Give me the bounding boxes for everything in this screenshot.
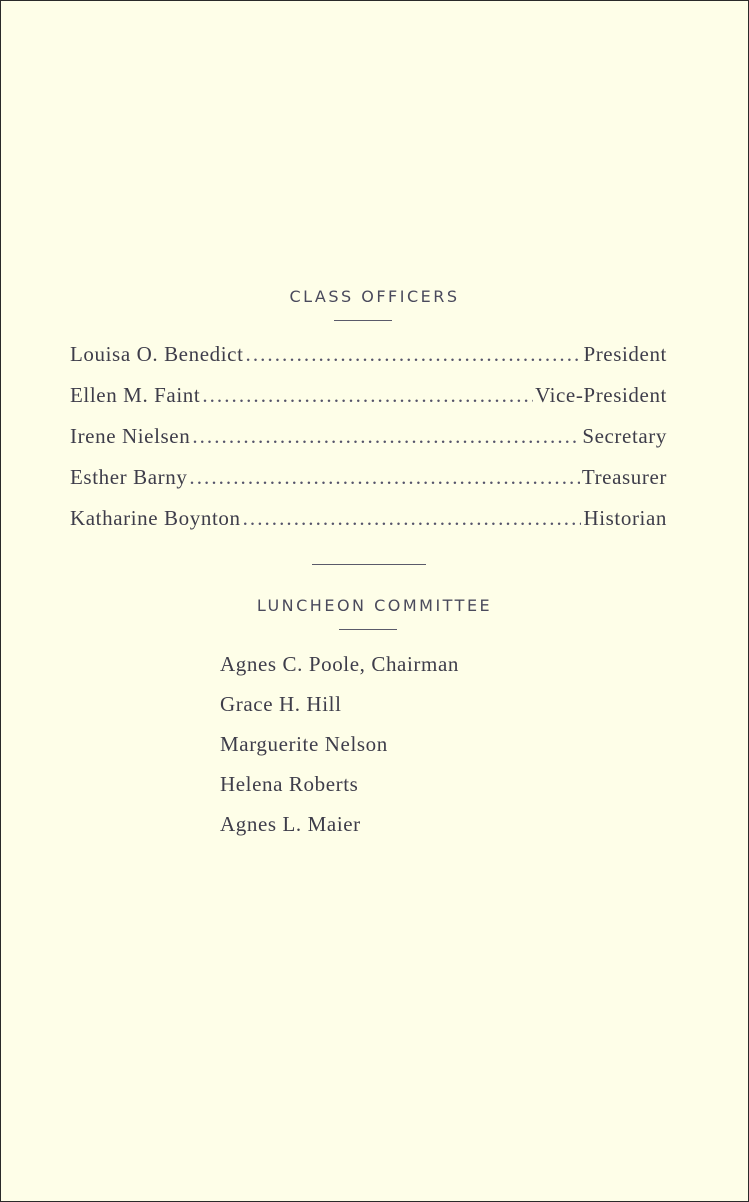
committee-member: Helena Roberts: [220, 772, 359, 796]
dot-leader: [192, 424, 580, 449]
officer-row: [70, 342, 667, 367]
dot-leader: [189, 465, 579, 490]
officer-row: [70, 383, 667, 408]
officer-row: [70, 465, 667, 490]
committee-member: Agnes L. Maier: [220, 812, 361, 836]
officer-name: Esther Barny: [70, 465, 188, 489]
officer-name: Irene Nielsen: [70, 424, 191, 448]
dot-leader: [243, 506, 582, 531]
heading-rule: [339, 629, 397, 630]
committee-member: Marguerite Nelson: [220, 732, 388, 756]
officer-role: Historian: [583, 506, 667, 530]
dot-leader: [202, 383, 533, 408]
officer-name: Ellen M. Faint: [70, 383, 201, 407]
officer-name: Louisa O. Benedict: [70, 342, 244, 366]
class-officers-heading: CLASS OFFICERS: [289, 287, 460, 306]
heading-rule: [334, 320, 392, 321]
officer-row: [70, 506, 667, 531]
officer-role: Secretary: [582, 424, 667, 448]
officer-role: Vice-President: [535, 383, 667, 407]
dot-leader: [246, 342, 582, 367]
committee-member: Grace H. Hill: [220, 692, 342, 716]
officer-name: Katharine Boynton: [70, 506, 241, 530]
committee-member: Agnes C. Poole, Chairman: [220, 652, 459, 676]
section-divider: [312, 564, 426, 565]
luncheon-committee-heading: LUNCHEON COMMITTEE: [256, 596, 493, 615]
officer-role: Treasurer: [581, 465, 667, 489]
officer-role: President: [583, 342, 667, 366]
officer-row: [70, 424, 667, 449]
